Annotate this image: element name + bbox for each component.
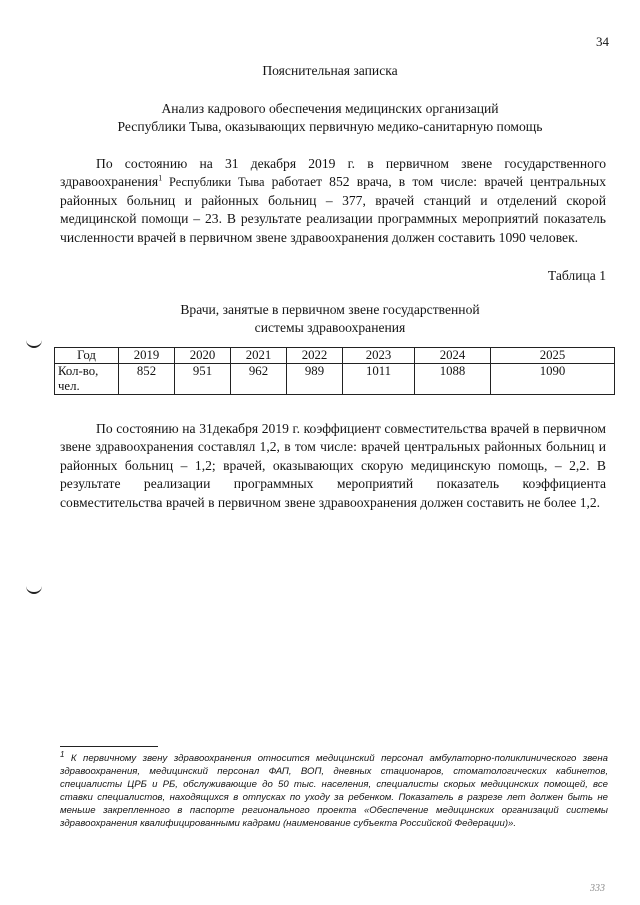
document-title: Пояснительная записка bbox=[262, 63, 398, 78]
table-header-cell: 2023 bbox=[343, 348, 415, 364]
page-number: 34 bbox=[596, 34, 609, 49]
table-cell: 951 bbox=[175, 364, 231, 395]
handwritten-page-stamp: 333 bbox=[590, 883, 605, 894]
table-cell: 852 bbox=[119, 364, 175, 395]
table-header-cell: 2021 bbox=[231, 348, 287, 364]
table-header-cell: 2024 bbox=[415, 348, 491, 364]
margin-mark bbox=[26, 338, 42, 348]
table-cell: 1090 bbox=[491, 364, 615, 395]
margin-mark bbox=[26, 584, 42, 594]
table-header-row bbox=[55, 348, 615, 364]
footnote-reference: 1 bbox=[158, 173, 163, 183]
section-heading bbox=[60, 100, 600, 136]
heading-line-2: Республики Тыва, оказывающих первичную медико-санитарную помощь bbox=[117, 119, 543, 134]
table-caption bbox=[60, 301, 600, 337]
table-caption-line-2: системы здравоохранения bbox=[254, 320, 406, 335]
table-header-cell: 2022 bbox=[287, 348, 343, 364]
table-cell: 962 bbox=[231, 364, 287, 395]
table-header-cell: Год bbox=[55, 348, 119, 364]
table-header-cell: 2025 bbox=[491, 348, 615, 364]
footnote-text: К первичному звену здравоохранения относится медицинский персонал амбулаторно-поликлинического звена здравоохранения, медицинский персонал ФАП, ВОП, дневных стационаров, стоматологических кабинетов, специалисты ЦРБ и РБ, обслуживающие до 50 тыс. населения, специалисты скорых медицинских помощей, все ставки специалистов, находящихся в отпусках по уходу за ребенком. Показатель в разрезе лет должен быть не меньше закрепленного в паспорте регионального проекта «Обеспечение медицинских организаций системы здравоохранения квалифицированными кадрами (наименование субъекта Российской Федерации)». bbox=[60, 753, 608, 830]
table-row-label bbox=[55, 364, 119, 395]
row-label-line-1: Кол-во, bbox=[58, 364, 99, 378]
table-cell: 1011 bbox=[343, 364, 415, 395]
heading-line-1: Анализ кадрового обеспечения медицинских организаций bbox=[161, 101, 499, 116]
table-cell: 1088 bbox=[415, 364, 491, 395]
table-row bbox=[55, 364, 615, 395]
table-header-cell: 2020 bbox=[175, 348, 231, 364]
paragraph1-part3: работает 852 врача, в том числе: врачей центральных районных больниц и районных больниц – 377, врачей станций и отделений скорой медицинской помощи – 23. В результате реализации программных мероприятий показатель численности врачей в первичном звене здравоохранения должен составить 1090 человек. bbox=[60, 174, 606, 245]
paragraph1-part2: Республики Тыва bbox=[162, 175, 265, 190]
footnote-number: 1 bbox=[60, 749, 65, 759]
paragraph1-part1: По состоянию на 31 декабря 2019 г. в первичном звене государственного здравоохранения bbox=[60, 156, 606, 190]
footnote bbox=[60, 749, 608, 831]
paragraph-doctors-count bbox=[60, 155, 606, 247]
table-cell: 989 bbox=[287, 364, 343, 395]
paragraph-coefficient: По состоянию на 31декабря 2019 г. коэффициент совместительства врачей в первичном звене здравоохранения составлял 1,2, в том числе: врачей центральных районных больниц и районных больниц – 1,2; врачей, оказывающих скорую медицинскую помощь, – 2,2. В результате реализации программных мероприятий показатель коэффициента совместительства врачей в первичном звене здравоохранения должен составить не более 1,2. bbox=[60, 421, 606, 510]
table-caption-line-1: Врачи, занятые в первичном звене государственной bbox=[180, 302, 480, 317]
table-header-cell: 2019 bbox=[119, 348, 175, 364]
doctors-table bbox=[54, 347, 615, 395]
footnote-divider bbox=[60, 746, 158, 747]
row-label-line-2: чел. bbox=[58, 379, 80, 393]
table-label: Таблица 1 bbox=[547, 268, 606, 283]
